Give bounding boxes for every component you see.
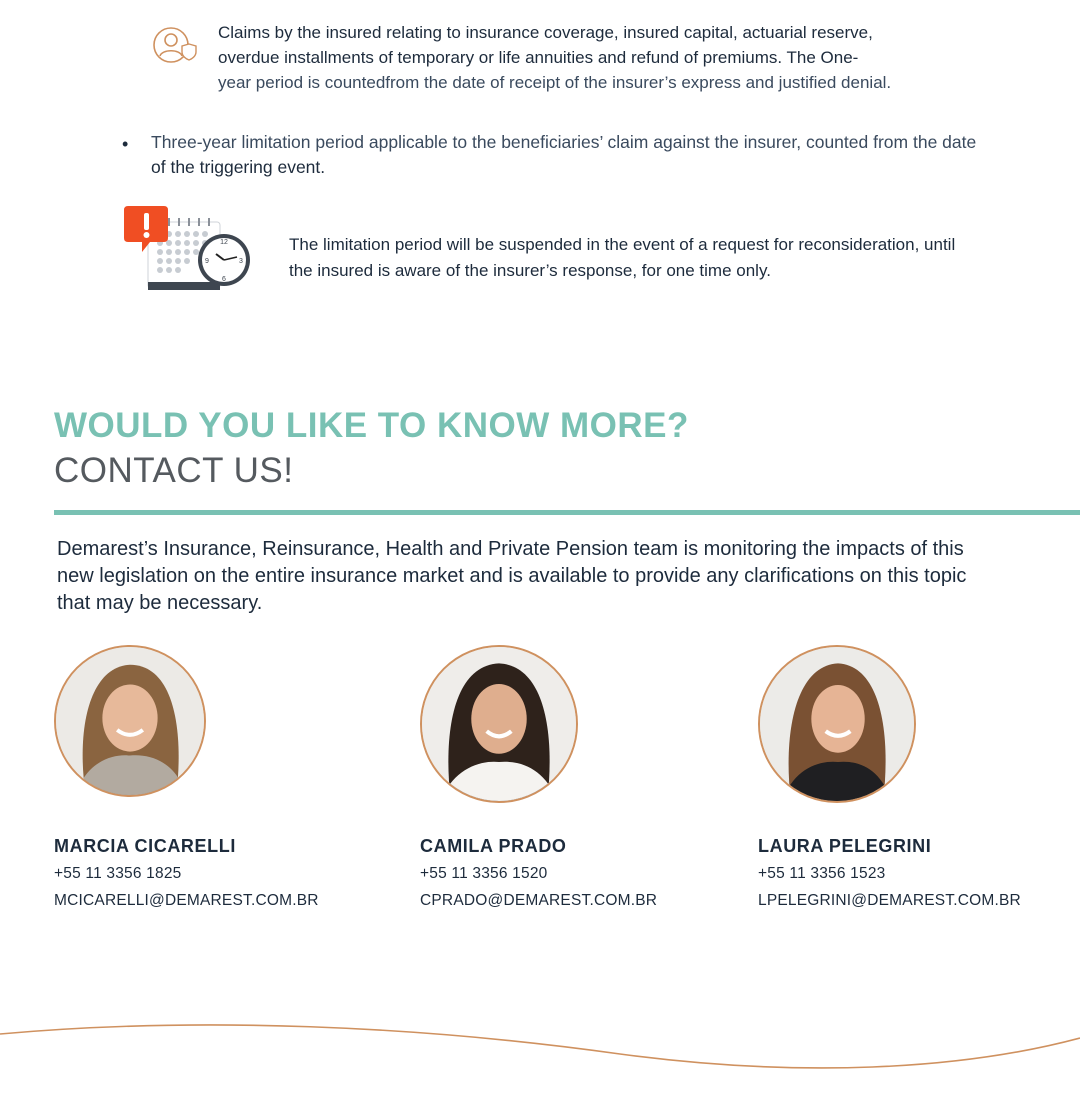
bullet-paragraph [151, 130, 1031, 180]
section-subheadline: CONTACT US! [54, 451, 294, 490]
bullet-line: Three-year limitation period applicable to the beneficiaries’ claim against the insurer, counted from the date [151, 132, 977, 152]
claims-line: overdue installments of temporary or life annuities and refund of premiums. The One- [218, 48, 859, 67]
section-headline: WOULD YOU LIKE TO KNOW MORE? [54, 406, 689, 445]
claims-line: Claims by the insured relating to insurance coverage, insured capital, actuarial reserve, [218, 23, 873, 42]
intro-line: new legislation on the entire insurance market and is available to provide any clarifications on this topic [57, 565, 967, 587]
contact-email-link[interactable]: CPRADO@DEMAREST.COM.BR [420, 892, 658, 909]
avatar [420, 645, 578, 803]
avatar [758, 645, 916, 803]
contact-intro-paragraph [57, 536, 1017, 617]
contact-email-link[interactable]: MCICARELLI@DEMAREST.COM.BR [54, 892, 319, 909]
bullet-marker: • [122, 134, 129, 154]
svg-text:9: 9 [205, 258, 209, 265]
contact-phone: +55 11 3356 1825 [54, 865, 182, 882]
claims-line: year period is countedfrom the date of receipt of the insurer’s express and justified denial. [218, 73, 892, 92]
note-line: the insured is aware of the insurer’s response, for one time only. [289, 261, 771, 280]
section-divider [54, 510, 1080, 515]
contact-name: CAMILA PRADO [420, 836, 567, 856]
contact-phone: +55 11 3356 1520 [420, 865, 548, 882]
svg-text:12: 12 [220, 239, 228, 246]
claims-paragraph [218, 20, 958, 95]
suspension-note [289, 232, 1049, 284]
intro-line: that may be necessary. [57, 592, 263, 614]
intro-line: Demarest’s Insurance, Reinsurance, Health and Private Pension team is monitoring the impacts of this [57, 538, 964, 560]
calendar-clock-alert-icon [120, 204, 254, 294]
svg-text:6: 6 [222, 276, 226, 283]
avatar [54, 645, 206, 797]
decorative-wave [0, 1010, 1080, 1090]
bullet-line: of the triggering event. [151, 157, 326, 177]
contact-name: LAURA PELEGRINI [758, 836, 932, 856]
contact-phone: +55 11 3356 1523 [758, 865, 886, 882]
person-shield-icon [152, 24, 204, 66]
svg-text:3: 3 [239, 258, 243, 265]
contact-name: MARCIA CICARELLI [54, 836, 236, 856]
note-line: The limitation period will be suspended in the event of a request for reconsideration, until [289, 235, 956, 254]
contact-email-link[interactable]: LPELEGRINI@DEMAREST.COM.BR [758, 892, 1021, 909]
